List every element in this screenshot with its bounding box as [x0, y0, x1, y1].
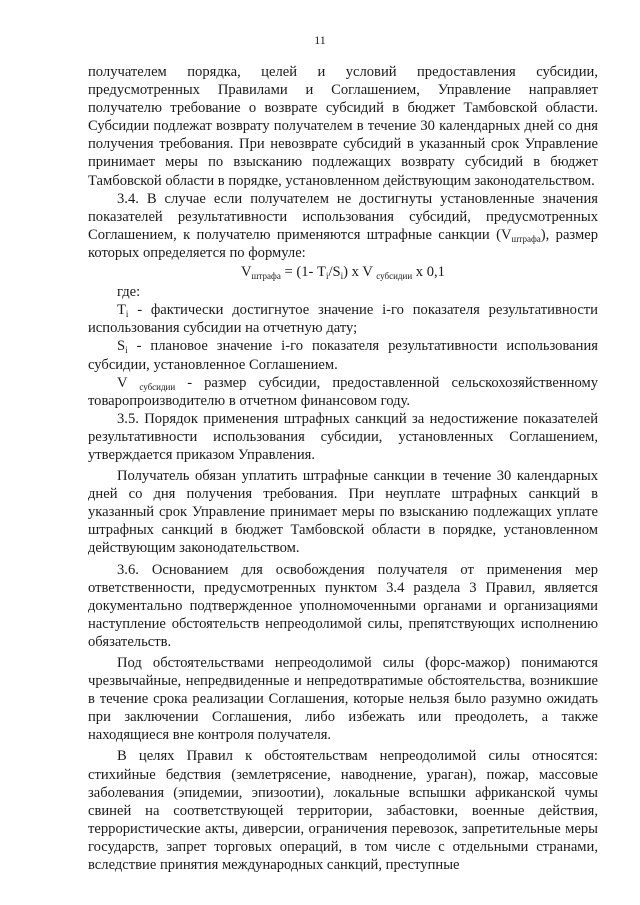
definition-v-subsidii: V $_{субсидии}$ - размер субсидии, предоставленной сельскохозяйственному товаропроизводителю в отчетном финансовом году.	[88, 374, 598, 409]
paragraph-force-majeure-list: В целях Правил к обстоятельствам непреодолимой силы относятся: стихийные бедствия (землетрясение, наводнение, ураган), пожар, массовые заболевания (эпидемии, эпизоотии), локальные вспышки африканской чумы свиней на соответствующей территории, забастовки, военные действия, террористические акты, диверсии, ограничения перевозок, запретительные меры государств, запрет торговых операций, в том числе с отдельными странами, вследствие принятия международных санкций, преступные	[88, 748, 598, 874]
penalty-formula: $V_{штрафа} = (1-$ $T_i/S_i$) x V $_{субсидии}$ x 0,1	[241, 264, 445, 282]
paragraph-force-majeure-definition: Под обстоятельствами непреодолимой силы (форс-мажор) понимаются чрезвычайные, непредвиденные и непредотвратимые обстоятельства, возникшие в течение срока реализации Соглашения, которые нельзя было разумно ожидать при заключении Соглашения, либо избежать или преодолеть, а также находящиеся вне контроля получателя.	[88, 655, 598, 744]
paragraph-3-4: 3.4. В случае если получателем не достигнуты установленные значения показателей результативности использования субсидий, предусмотренных Соглашением, к получателю применяются штрафные санкции $(V_{штрафа})$, размер которых определяется по формуле:	[88, 190, 598, 261]
definition-t-i: $T_i$ - фактически достигнутое значение i-го показателя результативности использования субсидии на отчетную дату;	[88, 302, 598, 337]
definition-s-i: $S_i$ - плановое значение i-го показателя результативности использования субсидии, установленное Соглашением.	[88, 338, 598, 373]
document-body	[88, 63, 598, 874]
formula-where: где:	[117, 284, 141, 301]
paragraph-refund-continuation: получателем порядка, целей и условий предоставления субсидии, предусмотренных Правилами и Соглашением, Управление направляет получателю требование о возврате субсидий в бюджет Тамбовской области. Субсидии подлежат возврату получателем в течение 30 календарных дней со дня получения требования. При невозврате субсидий в указанный срок Управление принимает меры по взысканию подлежащих возврату субсидий в бюджет Тамбовской области в порядке, установленном действующим законодательством.	[88, 64, 598, 189]
paragraph-penalty-payment: Получатель обязан уплатить штрафные санкции в течение 30 календарных дней со дня получения требования. При неуплате штрафных санкций в указанный срок Управление принимает меры по взысканию подлежащих уплате штрафных санкций в бюджет Тамбовской области в порядке, установленном действующим законодательством.	[88, 468, 598, 557]
page-number: 11	[314, 33, 326, 47]
paragraph-3-5: 3.5. Порядок применения штрафных санкций за недостижение показателей результативности использования субсидии, установленных Соглашением, утверждается приказом Управления.	[88, 410, 598, 463]
paragraph-3-6: 3.6. Основанием для освобождения получателя от применения мер ответственности, предусмотренных пунктом 3.4 раздела 3 Правил, является документально подтвержденное уполномоченными органами и организациями наступление обстоятельств непреодолимой силы, препятствующих исполнению обязательств.	[88, 561, 598, 650]
